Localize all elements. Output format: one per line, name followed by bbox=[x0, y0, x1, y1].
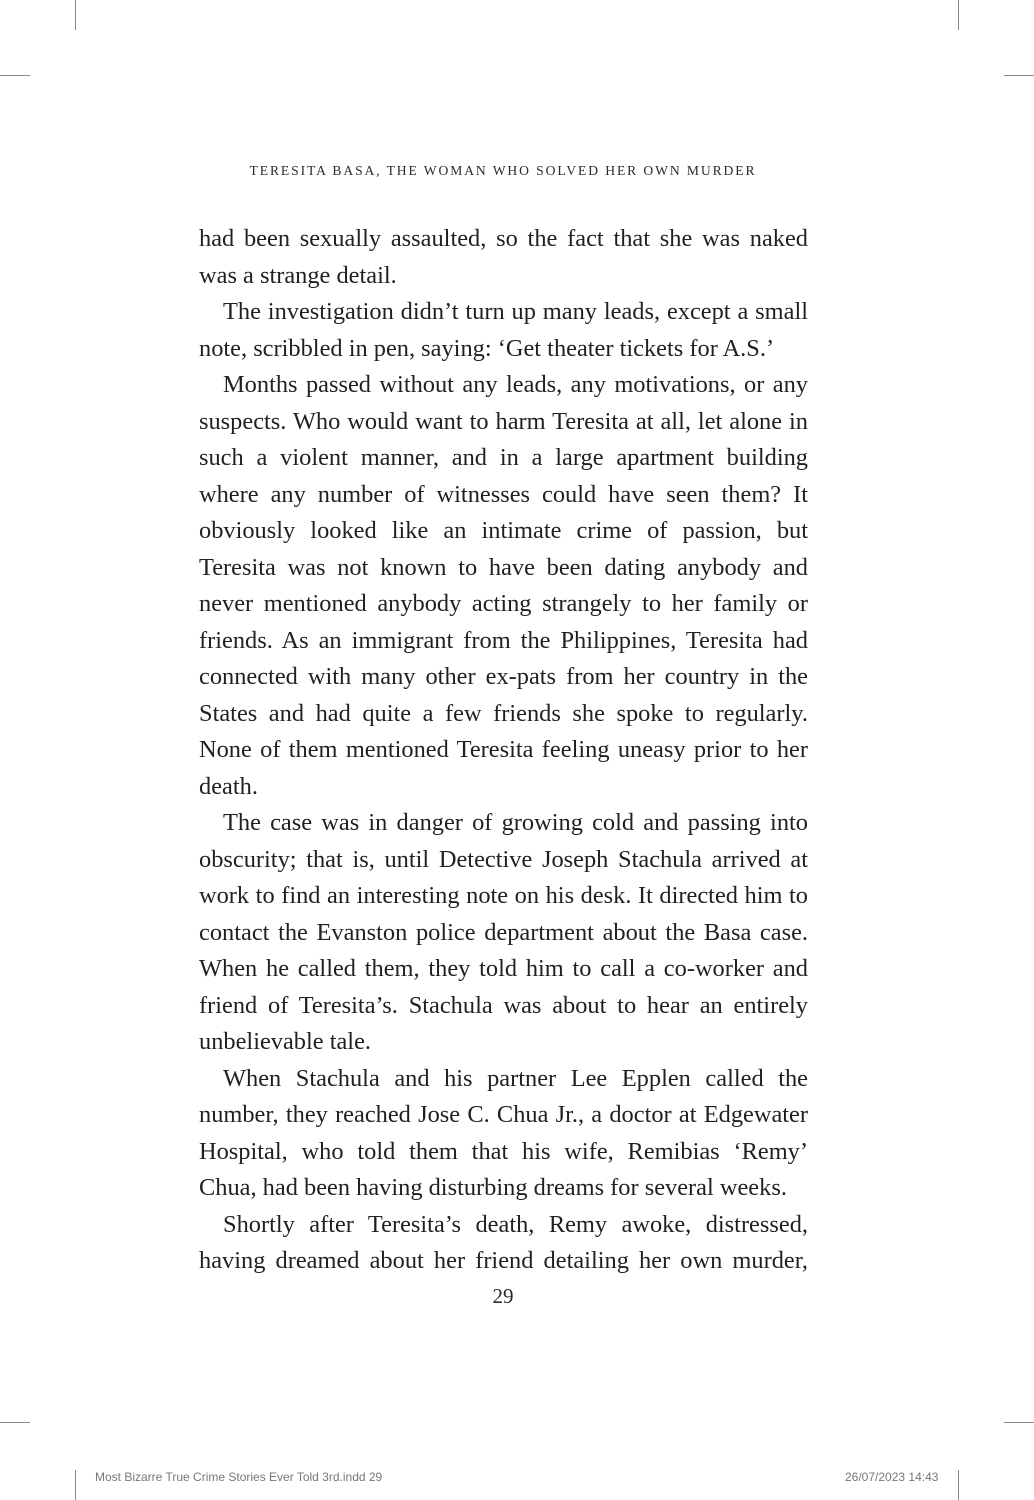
paragraph-6: Shortly after Teresita’s death, Remy awoke, distressed, having dreamed about her friend detailing her own murder, bbox=[199, 1210, 808, 1274]
crop-mark-bottom-right bbox=[958, 1470, 959, 1500]
slug-filename: Most Bizarre True Crime Stories Ever Told 3rd.indd 29 bbox=[95, 1470, 383, 1484]
paragraph-2: The investigation didn’t turn up many leads, except a small note, scribbled in pen, saying: ‘Get theater tickets for A.S.’ bbox=[199, 298, 808, 362]
slug-timestamp: 26/07/2023 14:43 bbox=[845, 1470, 939, 1484]
crop-mark-top-left bbox=[75, 0, 76, 30]
crop-mark-right-bottom bbox=[1004, 1422, 1034, 1423]
running-head: TERESITA BASA, THE WOMAN WHO SOLVED HER OWN MURDER bbox=[249, 163, 757, 178]
paragraph-3: Months passed without any leads, any motivations, or any suspects. Who would want to harm Teresita at all, let alone in such a violent manner, and in a large apartment building where any number of witnesses could have seen them? It obviously looked like an intimate crime of passion, but Teresita was not known to have been dating anybody and never mentioned anybody acting strangely to her family or friends. As an immigrant from the Philippines, Teresita had connected with many other ex-pats from her country in the States and had quite a few friends she spoke to regularly. None of them mentioned Teresita feeling uneasy prior to her death. bbox=[199, 371, 808, 800]
paragraph-1: had been sexually assaulted, so the fact that she was naked was a strange detail. bbox=[199, 225, 808, 289]
crop-mark-right-top bbox=[1004, 75, 1034, 76]
crop-mark-left-bottom bbox=[0, 1422, 30, 1423]
crop-mark-left-top bbox=[0, 75, 30, 76]
body-text bbox=[199, 221, 808, 1280]
page-number: 29 bbox=[492, 1284, 514, 1308]
paragraph-4: The case was in danger of growing cold and passing into obscurity; that is, until Detective Joseph Stachula arrived at work to find an interesting note on his desk. It directed him to contact the Evanston police department about the Basa case. When he called them, they told him to call a co-worker and friend of Teresita’s. Stachula was about to hear an entirely unbelievable tale. bbox=[199, 809, 808, 1055]
crop-mark-top-right bbox=[958, 0, 959, 30]
crop-mark-bottom-left bbox=[75, 1470, 76, 1500]
paragraph-5: When Stachula and his partner Lee Epplen called the number, they reached Jose C. Chua Jr., a doctor at Edgewater Hospital, who told them that his wife, Remibias ‘Remy’ Chua, had been having disturbing dreams for several weeks. bbox=[199, 1064, 808, 1201]
